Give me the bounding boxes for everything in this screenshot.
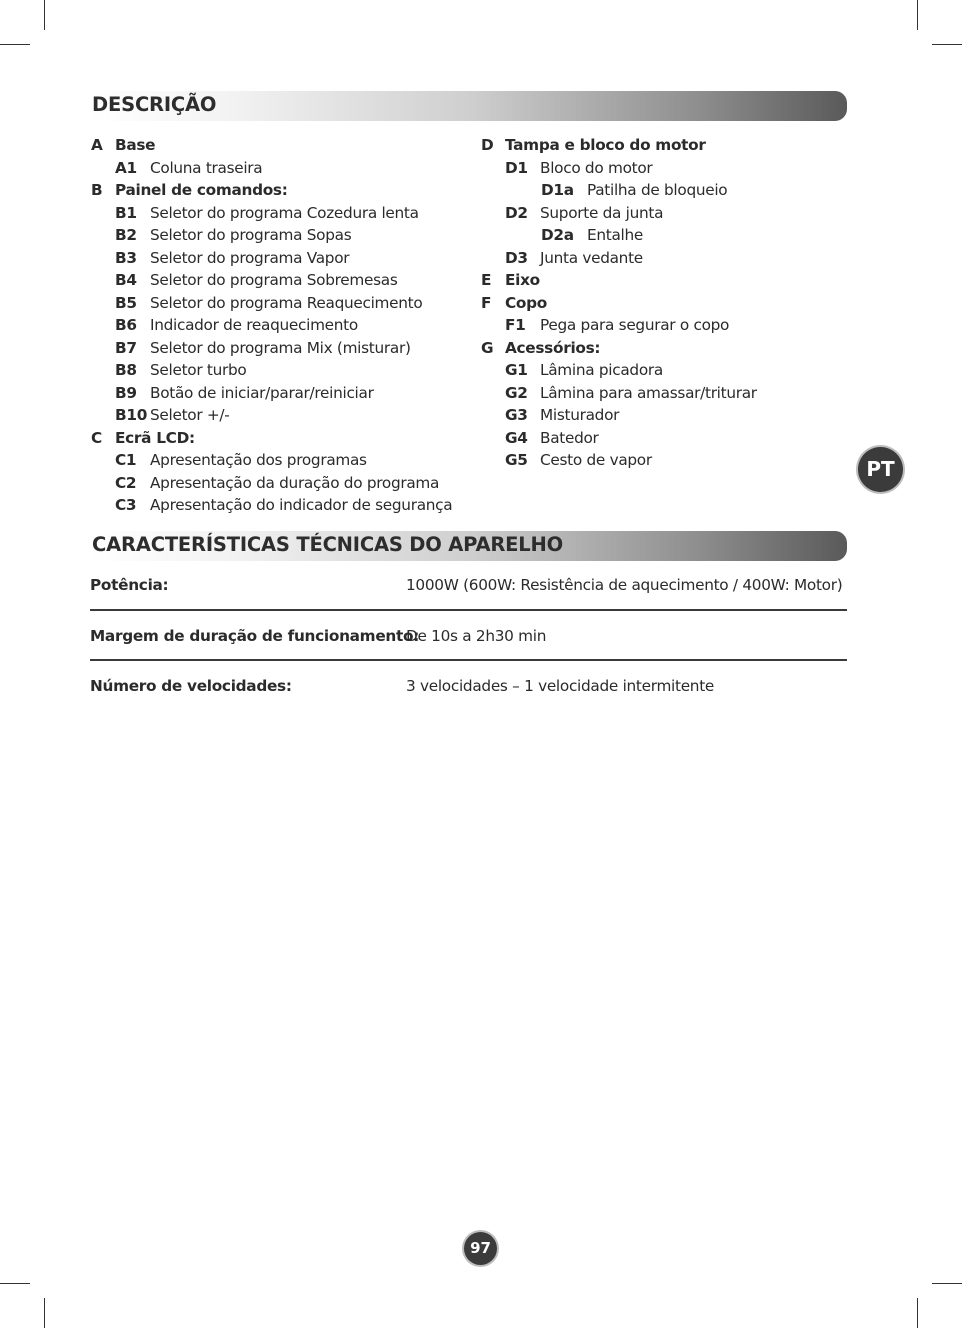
item-label: Tampa e bloco do motor [505, 136, 706, 154]
item-label: Suporte da junta [540, 203, 664, 222]
item-code: C [91, 428, 102, 447]
list-item [91, 337, 471, 359]
list-item [481, 359, 851, 381]
list-item [91, 134, 471, 156]
list-item [91, 472, 471, 494]
item-code: G2 [505, 383, 528, 402]
item-code: D1 [505, 158, 528, 177]
item-label: Lâmina picadora [540, 361, 663, 379]
list-item [91, 269, 471, 291]
item-label: Entalhe [587, 226, 643, 244]
item-label: Seletor do programa Cozedura lenta [150, 203, 419, 222]
item-code: F1 [505, 316, 526, 334]
descricao-title: DESCRIÇÃO [92, 93, 217, 116]
list-item [91, 247, 471, 269]
item-label: Copo [505, 293, 547, 312]
item-label: Seletor do programa Sobremesas [150, 271, 398, 289]
list-item [91, 224, 471, 246]
crop-mark [44, 1298, 45, 1328]
list-item [481, 337, 851, 359]
list-item [481, 157, 851, 179]
item-code: C1 [115, 451, 137, 469]
list-item [481, 202, 851, 224]
spec-divider [90, 659, 847, 661]
spec-value: 3 velocidades – 1 velocidade intermitente [406, 677, 715, 695]
spec-divider [90, 609, 847, 611]
item-code: C2 [115, 473, 137, 492]
item-code: B4 [115, 271, 137, 289]
item-code: B6 [115, 316, 137, 334]
item-code: G3 [505, 406, 528, 424]
list-item [481, 179, 851, 201]
crop-mark [917, 0, 918, 30]
list-item [91, 382, 471, 404]
item-label: Seletor turbo [150, 361, 247, 379]
item-code: B5 [115, 293, 137, 312]
item-label: Coluna traseira [150, 158, 263, 177]
item-code: A1 [115, 158, 137, 177]
descricao-header [90, 91, 847, 121]
item-label: Seletor do programa Sopas [150, 226, 352, 244]
item-code: E [481, 271, 492, 289]
spec-key: Potência: [90, 576, 169, 594]
list-item [91, 404, 471, 426]
spec-key: Margem de duração de funcionamento: [90, 627, 420, 645]
item-code: G [481, 338, 494, 357]
list-item [91, 179, 471, 201]
item-label: Seletor do programa Mix (misturar) [150, 338, 411, 357]
page-number: 97 [464, 1232, 497, 1265]
list-item [91, 359, 471, 381]
item-code: G5 [505, 451, 528, 469]
item-label: Misturador [540, 406, 620, 424]
item-code: B3 [115, 248, 137, 267]
list-item [91, 427, 471, 449]
item-label: Apresentação do indicador de segurança [150, 496, 453, 514]
item-code: C3 [115, 496, 137, 514]
crop-mark [917, 1298, 918, 1328]
list-item [481, 404, 851, 426]
item-code: B8 [115, 361, 137, 379]
spec-row-velocidades [90, 677, 847, 699]
item-label: Seletor +/- [150, 406, 230, 424]
list-item [91, 202, 471, 224]
list-item [481, 449, 851, 471]
item-code: F [481, 293, 492, 312]
crop-mark [932, 44, 962, 45]
item-label: Patilha de bloqueio [587, 181, 728, 199]
spec-row-duracao [90, 627, 847, 649]
item-code: B2 [115, 226, 137, 244]
list-item [481, 134, 851, 156]
item-code: D1a [541, 181, 574, 199]
item-code: G4 [505, 428, 528, 447]
item-code: G1 [505, 361, 528, 379]
language-badge: PT [858, 447, 903, 492]
item-code: D [481, 136, 494, 154]
item-label: Botão de iniciar/parar/reiniciar [150, 383, 374, 402]
item-label: Indicador de reaquecimento [150, 316, 358, 334]
spec-key: Número de velocidades: [90, 677, 292, 695]
crop-mark [0, 1283, 30, 1284]
item-code: D3 [505, 248, 528, 267]
item-code: B9 [115, 383, 137, 402]
list-item [481, 427, 851, 449]
list-item [91, 449, 471, 471]
list-item [481, 247, 851, 269]
item-code: A [91, 136, 103, 154]
description-right-column [481, 134, 851, 484]
item-label: Ecrã LCD: [115, 428, 195, 447]
item-label: Cesto de vapor [540, 451, 652, 469]
item-label: Eixo [505, 271, 540, 289]
item-label: Pega para segurar o copo [540, 316, 730, 334]
caracteristicas-header [90, 531, 847, 561]
crop-mark [932, 1283, 962, 1284]
list-item [481, 292, 851, 314]
caracteristicas-title: CARACTERÍSTICAS TÉCNICAS DO APARELHO [92, 533, 563, 556]
list-item [91, 292, 471, 314]
description-left-column [91, 134, 471, 524]
list-item [481, 269, 851, 291]
list-item [91, 157, 471, 179]
item-label: Batedor [540, 428, 599, 447]
item-code: B10 [115, 406, 148, 424]
item-label: Acessórios: [505, 338, 601, 357]
item-code: D2 [505, 203, 528, 222]
crop-mark [44, 0, 45, 30]
list-item [481, 382, 851, 404]
list-item [91, 494, 471, 516]
list-item [481, 314, 851, 336]
item-code: B1 [115, 203, 137, 222]
item-code: D2a [541, 226, 574, 244]
list-item [91, 314, 471, 336]
item-code: B [91, 181, 103, 199]
item-code: B7 [115, 338, 137, 357]
spec-value: De 10s a 2h30 min [406, 627, 547, 645]
item-label: Base [115, 136, 156, 154]
spec-row-potencia [90, 576, 847, 598]
item-label: Apresentação dos programas [150, 451, 367, 469]
item-label: Seletor do programa Reaquecimento [150, 293, 423, 312]
item-label: Painel de comandos: [115, 181, 288, 199]
item-label: Lâmina para amassar/triturar [540, 383, 757, 402]
item-label: Bloco do motor [540, 158, 653, 177]
list-item [481, 224, 851, 246]
item-label: Junta vedante [540, 248, 643, 267]
item-label: Apresentação da duração do programa [150, 473, 440, 492]
crop-mark [0, 44, 30, 45]
spec-value: 1000W (600W: Resistência de aquecimento / 400W: Motor) [406, 576, 843, 594]
item-label: Seletor do programa Vapor [150, 248, 350, 267]
